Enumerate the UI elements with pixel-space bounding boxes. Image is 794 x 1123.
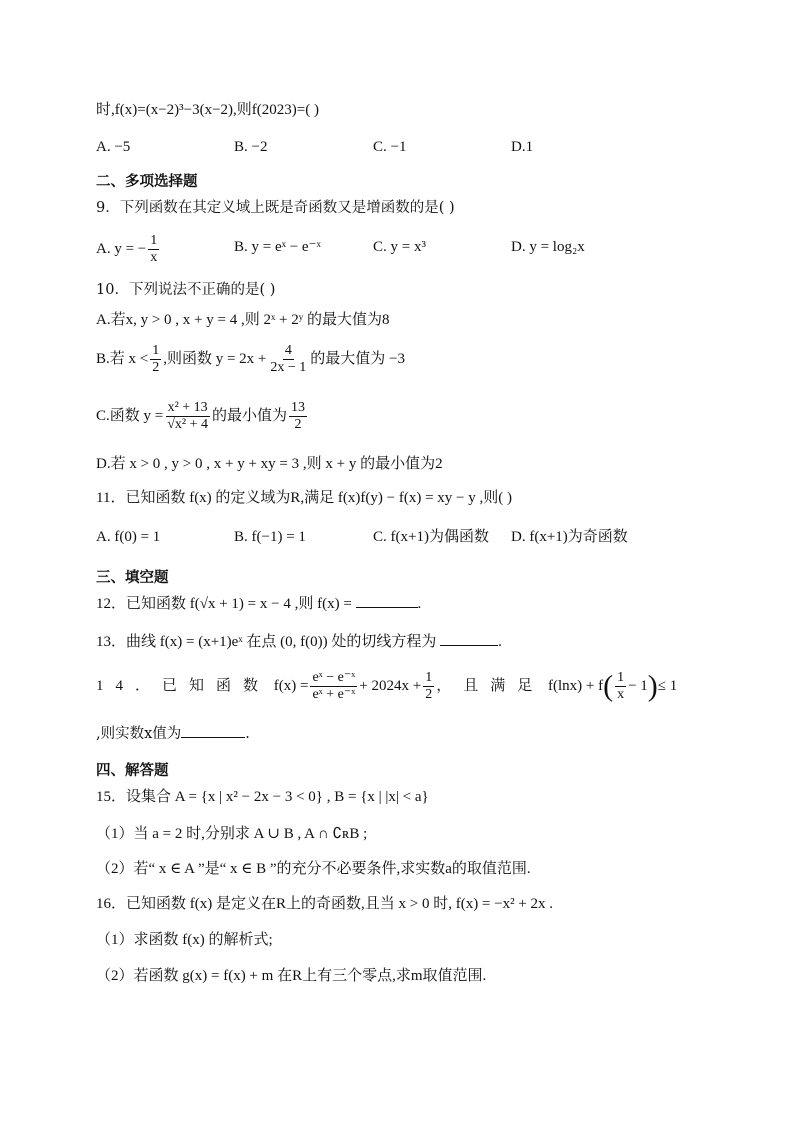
q9-stem: 9．下列函数在其定义域上既是奇函数又是增函数的是( ) bbox=[96, 200, 455, 216]
fraction-denominator: 2 bbox=[152, 360, 160, 375]
q14-prefix: 14．已知函数 bbox=[96, 677, 271, 694]
q8-tail: 时,f(x)=(x−2)³−3(x−2),则f(2023)=( ) bbox=[96, 102, 319, 118]
right-paren: ) bbox=[647, 669, 658, 703]
q13-stem: 13．曲线 f(x) = (x+1)eˣ 在点 (0, f(0)) 处的切线方程为 bbox=[96, 634, 437, 650]
q14-cond-pre: f(lnx) + f bbox=[547, 677, 604, 694]
fraction-numerator: eˣ − e⁻ˣ bbox=[312, 670, 356, 685]
q10-option-c-pre: C.函数 y = bbox=[96, 407, 164, 424]
q13 bbox=[96, 632, 502, 652]
q12-end: . bbox=[417, 596, 422, 612]
q12-stem: 12．已知函数 f(√x + 1) = x − 4 ,则 f(x) = bbox=[96, 596, 352, 612]
fraction-numerator: 1 bbox=[150, 233, 158, 248]
q14-f-half bbox=[423, 670, 434, 703]
q8-option-c: C. −1 bbox=[373, 139, 407, 155]
q14-f-tail: ，且满足 bbox=[436, 677, 545, 694]
fraction-denominator: x bbox=[617, 687, 625, 702]
q15-part1: （1）当 a = 2 时,分别求 A ∪ B , A ∩ ∁ʀB ; bbox=[96, 826, 368, 842]
q10-option-b-mid: ,则函数 y = 2x + bbox=[163, 350, 267, 367]
q8-option-d: D.1 bbox=[511, 139, 534, 155]
q10-option-b-pre: B.若 x < bbox=[96, 350, 149, 367]
q10-option-b-fraction bbox=[268, 343, 308, 376]
fraction-denominator: 2 bbox=[294, 417, 302, 432]
fraction-denominator: eˣ + e⁻ˣ bbox=[312, 687, 356, 702]
fraction-numerator: x² + 13 bbox=[167, 400, 208, 415]
fraction-denominator: x bbox=[150, 250, 158, 265]
q11-option-b: B. f(−1) = 1 bbox=[234, 529, 306, 545]
q10-option-c-mid: 的最小值为 bbox=[212, 407, 288, 424]
q10-option-c bbox=[96, 400, 309, 433]
q16-part2: （2）若函数 g(x) = f(x) + m 在R上有三个零点,求m取值范围. bbox=[96, 968, 487, 984]
fraction-numerator: 1 bbox=[425, 670, 433, 685]
q10-option-c-value bbox=[289, 400, 307, 433]
q14 bbox=[96, 670, 677, 703]
q16-part1: （1）求函数 f(x) 的解析式; bbox=[96, 932, 273, 948]
q14-line2-text: ,则实数x值为 bbox=[96, 726, 182, 742]
fraction-denominator: 2x − 1 bbox=[270, 360, 307, 375]
section-heading-fill-in: 三、填空题 bbox=[96, 570, 169, 586]
q14-f-fraction bbox=[310, 670, 357, 703]
q14-answer-blank[interactable] bbox=[181, 725, 245, 738]
q10-option-b-post: 的最大值为 −3 bbox=[310, 350, 406, 367]
q11-option-a: A. f(0) = 1 bbox=[96, 529, 161, 545]
q9-option-a-prefix: A. y = − bbox=[96, 240, 147, 257]
section-heading-solutions: 四、解答题 bbox=[96, 763, 169, 779]
q14-cond-post: ≤ 1 bbox=[657, 677, 678, 694]
q10-option-c-fraction bbox=[165, 400, 210, 433]
fraction-numerator: 13 bbox=[291, 400, 306, 415]
q14-line2 bbox=[96, 724, 250, 744]
q9-option-a bbox=[96, 233, 161, 266]
q13-end: . bbox=[498, 634, 502, 650]
q10-option-d: D.若 x > 0 , y > 0 , x + y + xy = 3 ,则 x + y 的最小值为2 bbox=[96, 456, 443, 472]
q12 bbox=[96, 594, 421, 614]
q9-option-a-fraction bbox=[148, 233, 159, 266]
fraction-denominator: √x² + 4 bbox=[167, 417, 208, 432]
q8-option-b: B. −2 bbox=[234, 139, 268, 155]
q15-part2: （2）若“ x ∈ A ”是“ x ∈ B ”的充分不必要条件,求实数a的取值范围. bbox=[96, 861, 531, 877]
section-heading-multi-choice: 二、多项选择题 bbox=[96, 174, 198, 190]
q10-option-a: A.若x, y > 0 , x + y = 4 ,则 2ˣ + 2ʸ 的最大值为8 bbox=[96, 312, 390, 328]
q9-option-b: B. y = eˣ − e⁻ˣ bbox=[234, 239, 321, 255]
q10-stem: 10．下列说法不正确的是( ) bbox=[96, 282, 276, 298]
q10-option-b bbox=[96, 343, 405, 376]
q14-f-mid: + 2024x + bbox=[359, 677, 422, 694]
q11-option-c: C. f(x+1)为偶函数 bbox=[373, 529, 489, 545]
q14-cond-minus: − 1 bbox=[628, 677, 648, 694]
q9-option-d: D. y = log₂x bbox=[511, 239, 585, 255]
q9-option-c: C. y = x³ bbox=[373, 239, 426, 255]
fraction-denominator: 2 bbox=[425, 687, 433, 702]
q12-answer-blank[interactable] bbox=[356, 595, 418, 608]
fraction-numerator: 1 bbox=[617, 670, 625, 685]
q14-f-lhs: f(x) = bbox=[273, 677, 309, 694]
q16-stem: 16．已知函数 f(x) 是定义在R上的奇函数,且当 x > 0 时, f(x) = −x² + 2x . bbox=[96, 896, 554, 912]
left-paren: ( bbox=[603, 669, 614, 703]
fraction-numerator: 1 bbox=[152, 343, 160, 358]
q11-option-d: D. f(x+1)为奇函数 bbox=[511, 529, 628, 545]
q8-option-a: A. −5 bbox=[96, 139, 131, 155]
q10-option-b-fraction-half bbox=[150, 343, 161, 376]
q11-stem: 11．已知函数 f(x) 的定义域为R,满足 f(x)f(y) − f(x) = xy − y ,则( ) bbox=[96, 490, 513, 506]
q13-answer-blank[interactable] bbox=[440, 633, 498, 646]
q14-end: . bbox=[245, 726, 250, 742]
fraction-numerator: 4 bbox=[284, 343, 292, 358]
q14-cond-fraction bbox=[615, 670, 626, 703]
q15-stem: 15．设集合 A = {x | x² − 2x − 3 < 0} , B = {x | |x| < a} bbox=[96, 789, 429, 805]
